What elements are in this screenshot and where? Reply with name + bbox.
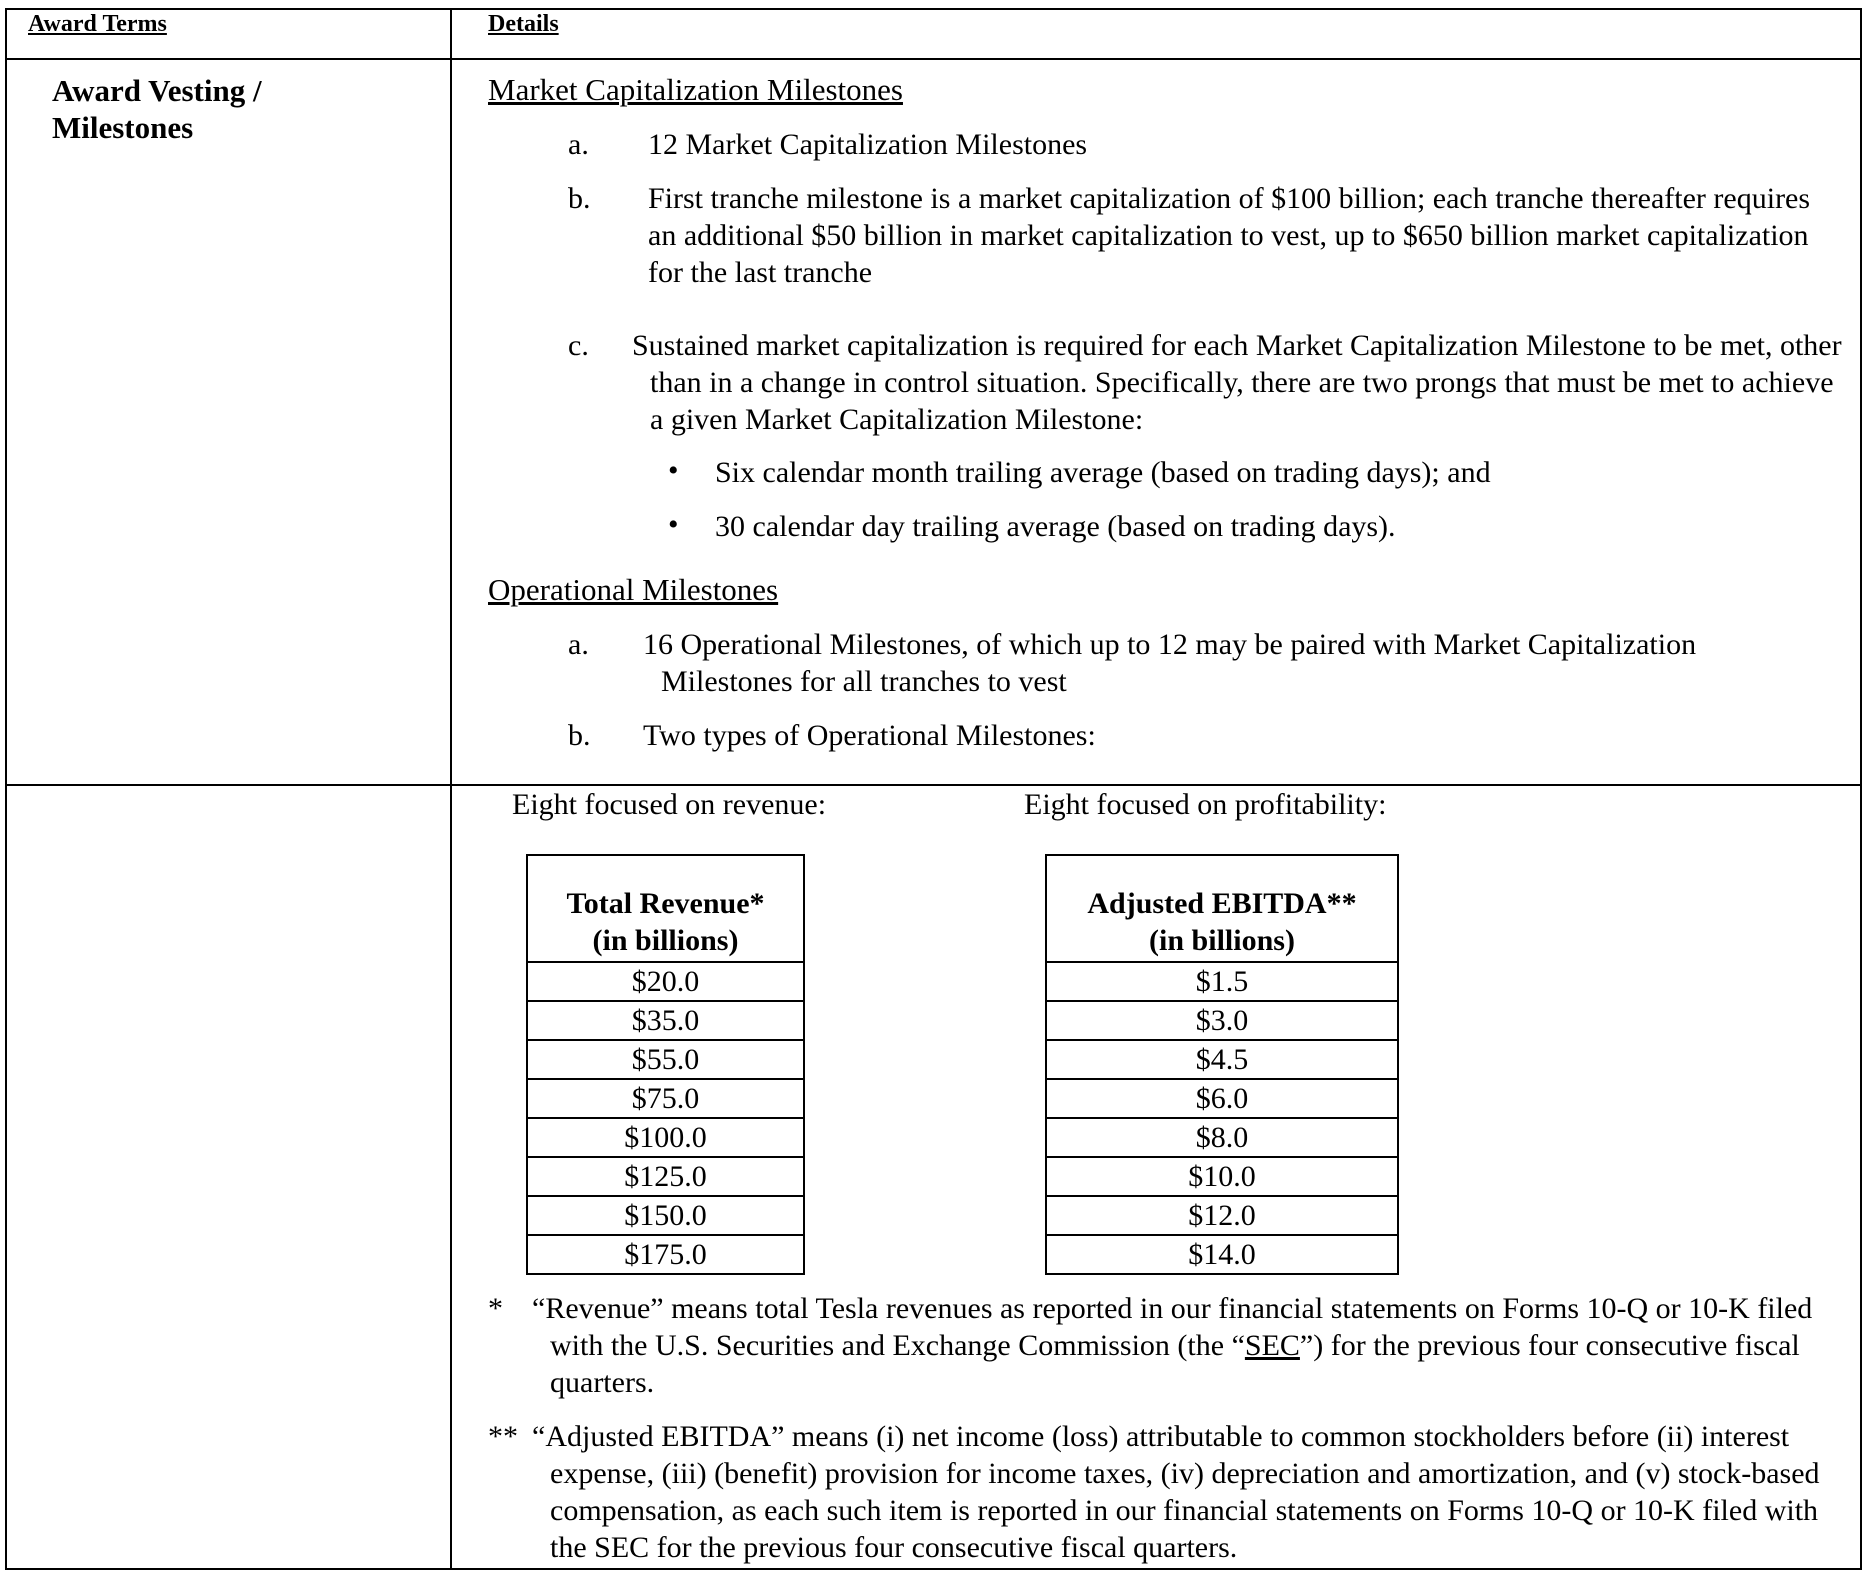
header-award-terms: Award Terms [28, 11, 167, 37]
column-divider [450, 8, 452, 1570]
footnote-revenue-text-before: “Revenue” means total Tesla revenues as reported in our financial statements on Forms 10-Q or 10-K filed with the U.S. Securities and Exchange Commission (the “ [532, 1292, 1813, 1362]
revenue-table-cell: $150.0 [527, 1196, 804, 1235]
revenue-table-cell: $100.0 [527, 1118, 804, 1157]
ebitda-table-cell: $10.0 [1046, 1157, 1398, 1196]
ebitda-table-cell: $1.5 [1046, 962, 1398, 1001]
market-cap-item-c-text: Sustained market capitalization is required for each Market Capitalization Milestone to be met, other than in a change in control situation. Specifically, there are two prongs that must be met to achieve a given Market Capitalization Milestone: [632, 329, 1842, 436]
operational-item-a-label: a. [568, 628, 589, 661]
revenue-table-cell: $35.0 [527, 1001, 804, 1040]
term-award-vesting: Award Vesting / Milestones [52, 73, 262, 145]
ebitda-table-cell: $3.0 [1046, 1001, 1398, 1040]
footnote-revenue [532, 1290, 1845, 1401]
bullet-item-2: 30 calendar day trailing average (based on trading days). [715, 510, 1396, 543]
bullet-icon: • [668, 508, 679, 541]
ebitda-table-header [1046, 855, 1398, 962]
footnote-mark-revenue: * [488, 1292, 503, 1325]
market-cap-item-a-text: 12 Market Capitalization Milestones [648, 128, 1088, 161]
header-divider [5, 58, 1862, 60]
header-details: Details [488, 11, 559, 37]
revenue-table-header [527, 855, 804, 962]
ebitda-table-cell: $4.5 [1046, 1040, 1398, 1079]
revenue-table-header-line1: Total Revenue* [566, 887, 765, 920]
bullet-item-1: Six calendar month trailing average (based on trading days); and [715, 456, 1491, 489]
market-cap-item-a-label: a. [568, 128, 589, 161]
revenue-caption: Eight focused on revenue: [512, 788, 827, 821]
revenue-table-header-line2: (in billions) [592, 924, 739, 957]
market-cap-heading: Market Capitalization Milestones [488, 72, 903, 107]
market-cap-item-b-text: First tranche milestone is a market capitalization of $100 billion; each tranche thereafter requires an additional $50 billion in market capitalization to vest, up to $650 billion market capitalization for the last tranche [648, 182, 1811, 289]
ebitda-table-header-line1: Adjusted EBITDA** [1087, 887, 1357, 920]
operational-heading: Operational Milestones [488, 572, 779, 607]
profitability-caption: Eight focused on profitability: [1024, 788, 1387, 821]
revenue-table-cell: $175.0 [527, 1235, 804, 1274]
revenue-table-cell: $20.0 [527, 962, 804, 1001]
revenue-milestone-table [526, 854, 805, 1275]
ebitda-table-cell: $6.0 [1046, 1079, 1398, 1118]
row-divider [5, 784, 1862, 786]
footnote-ebitda: “Adjusted EBITDA” means (i) net income (loss) attributable to common stockholders before (ii) interest expense, (iii) (benefit) provision for income taxes, (iv) depreciation and amortization, and (v) stock-based compensation, as each such item is reported in our financial statements on Forms 10-Q or 10-K filed with the SEC for the previous four consecutive fiscal quarters. [532, 1420, 1820, 1564]
revenue-table-cell: $55.0 [527, 1040, 804, 1079]
ebitda-milestone-table [1045, 854, 1399, 1275]
footnote-sec-defined-term: SEC [1244, 1329, 1300, 1362]
ebitda-table-cell: $12.0 [1046, 1196, 1398, 1235]
footnote-revenue-text-after: ”) for the previous four consecutive fiscal quarters. [550, 1329, 1800, 1399]
operational-item-b-label: b. [568, 719, 591, 752]
operational-item-a-text: 16 Operational Milestones, of which up to 12 may be paired with Market Capitalization Milestones for all tranches to vest [643, 628, 1697, 698]
market-cap-item-b-label: b. [568, 182, 591, 215]
ebitda-table-header-line2: (in billions) [1149, 924, 1295, 957]
ebitda-table-cell: $14.0 [1046, 1235, 1398, 1274]
market-cap-item-c-label: c. [568, 329, 589, 362]
revenue-table-cell: $125.0 [527, 1157, 804, 1196]
operational-item-b-text: Two types of Operational Milestones: [643, 719, 1096, 752]
bullet-icon: • [668, 454, 679, 487]
footnote-mark-ebitda: ** [488, 1420, 518, 1453]
revenue-table-cell: $75.0 [527, 1079, 804, 1118]
ebitda-table-cell: $8.0 [1046, 1118, 1398, 1157]
